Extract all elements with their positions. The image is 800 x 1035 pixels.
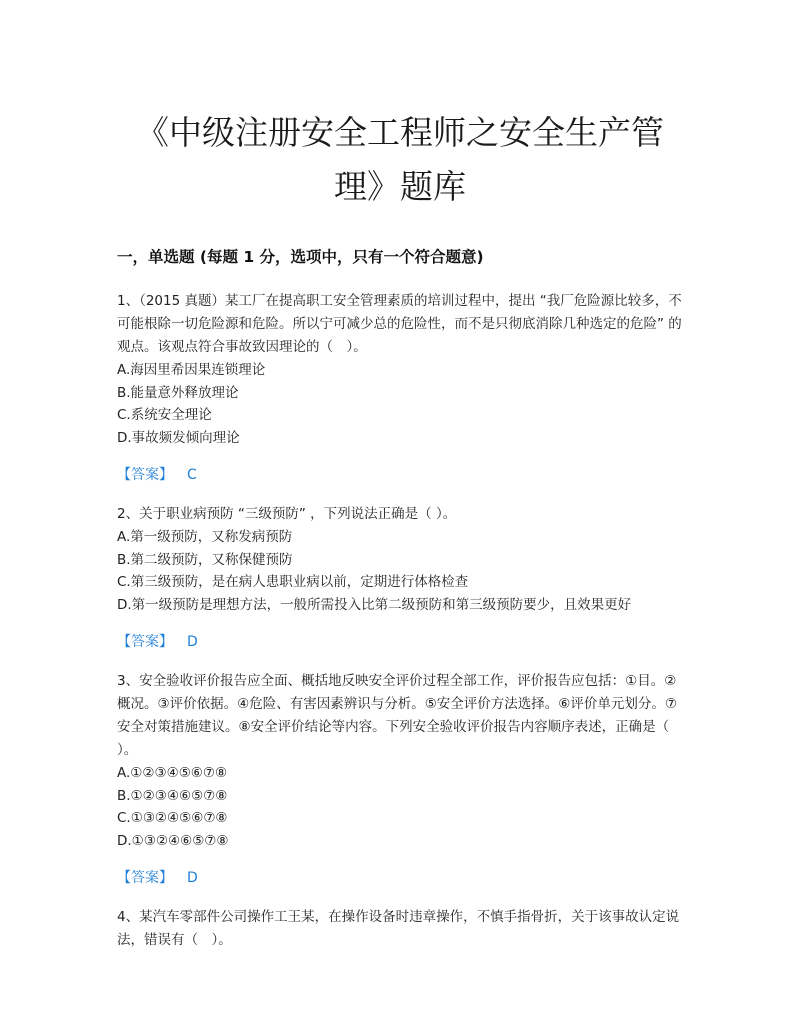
option-c: C.第三级预防，是在病人患职业病以前，定期进行体格检查 xyxy=(117,574,469,590)
question-stem: 3、安全验收评价报告应全面、概括地反映安全评价过程全部工作，评价报告应包括：①目。②概况。③评价依据。④危险、有害因素辨识与分析。⑤安全评价方法选择。⑥评价单元划分。⑦安全对策措施建议。⑧安全评价结论等内容。下列安全验收评价报告内容顺序表述，正确是（ ）。 xyxy=(117,673,678,758)
question-3 xyxy=(117,670,682,890)
option-a: A.①②③④⑤⑥⑦⑧ xyxy=(117,765,228,781)
answer-value: C xyxy=(187,467,197,483)
question-list xyxy=(117,290,682,952)
option-list xyxy=(117,526,682,616)
option-a: A.海因里希因果连锁理论 xyxy=(117,362,266,378)
option-b: B.能量意外释放理论 xyxy=(117,384,239,401)
option-b: B.①②③④⑥⑤⑦⑧ xyxy=(117,787,228,804)
option-c: C.①③②④⑤⑥⑦⑧ xyxy=(117,810,228,826)
option-d: D.①③②④⑥⑤⑦⑧ xyxy=(117,832,229,849)
answer-label: 【答案】 xyxy=(117,870,173,886)
answer-label: 【答案】 xyxy=(117,467,173,483)
document-title xyxy=(100,106,700,214)
question-4 xyxy=(117,906,682,952)
answer-line xyxy=(117,866,682,890)
answer-line xyxy=(117,463,682,487)
option-list xyxy=(117,762,682,852)
option-d: D.第一级预防是理想方法，一般所需投入比第二级预防和第三级预防要少，且效果更好 xyxy=(117,596,632,613)
title-line-2: 理》题库 xyxy=(334,167,466,206)
answer-value: D xyxy=(187,634,198,650)
option-list xyxy=(117,359,682,449)
title-line-1: 《中级注册安全工程师之安全生产管 xyxy=(136,113,664,152)
answer-value: D xyxy=(187,870,198,886)
answer-line xyxy=(117,630,682,654)
question-2 xyxy=(117,503,682,654)
question-stem: 4、某汽车零部件公司操作工王某，在操作设备时违章操作，不慎手指骨折，关于该事故认定说法，错误有（ ）。 xyxy=(117,909,680,948)
option-d: D.事故频发倾向理论 xyxy=(117,429,240,446)
section-heading: 一，单选题 (每题 1 分，选项中，只有一个符合题意) xyxy=(117,248,484,266)
option-c: C.系统安全理论 xyxy=(117,407,212,423)
question-stem: 1、（2015 真题）某工厂在提高职工安全管理素质的培训过程中，提出 “我厂危险源比较多，不可能根除一切危险源和危险。所以宁可减少总的危险性，而不是只彻底消除几种选定的危险” 的观点。该观点符合事故致因理论的（ ）。 xyxy=(117,293,682,355)
answer-label: 【答案】 xyxy=(117,634,173,650)
question-1 xyxy=(117,290,682,487)
question-stem: 2、关于职业病预防 “三级预防” ，下列说法正确是（ ）。 xyxy=(117,506,457,522)
option-a: A.第一级预防，又称发病预防 xyxy=(117,529,293,545)
option-b: B.第二级预防，又称保健预防 xyxy=(117,551,293,568)
